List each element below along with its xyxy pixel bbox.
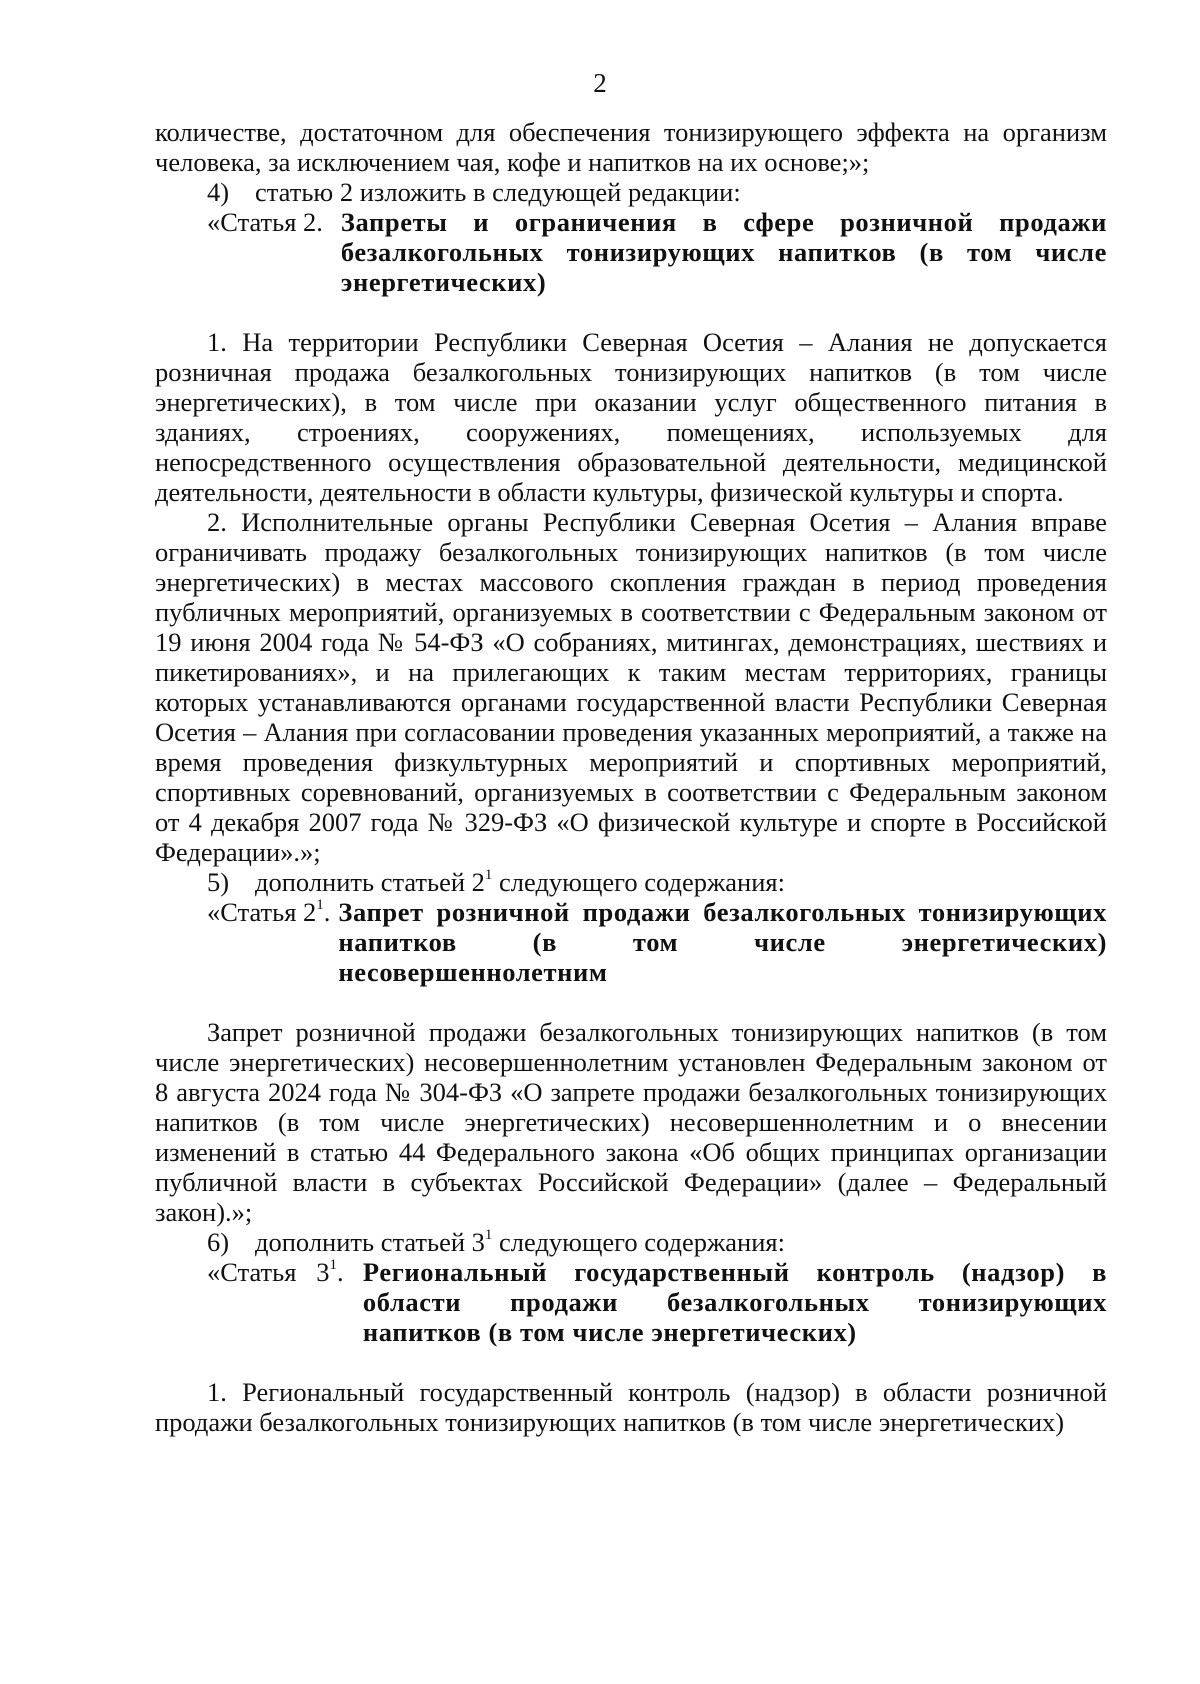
article-title: Запреты и ограничения в сфере розничной продажи безалкогольных тонизирующих напитков (в том числе энергетических) bbox=[340, 207, 1107, 297]
list-item-text-end: следующего содержания: bbox=[492, 867, 785, 897]
superscript: 1 bbox=[329, 1257, 338, 1274]
article-3-1-paragraph-1: 1. Региональный государственный контроль (надзор) в области розничной продажи безалкогольных тонизирующих напитков (в том числе энергетических) bbox=[155, 1377, 1107, 1437]
article-title: Региональный государственный контроль (надзор) в области продажи безалкогольных тонизирующих напитков (в том числе энергетических) bbox=[362, 1257, 1107, 1347]
article-label: «Статья 2. bbox=[207, 207, 323, 237]
list-item-text: дополнить статьей 2 bbox=[255, 867, 485, 897]
article-2-paragraph-2: 2. Исполнительные органы Республики Северная Осетия – Алания вправе ограничивать продажу безалкогольных тонизирующих напитков (в том числе энергетических) в местах массового скопления граждан в период проведения публичных мероприятий, организуемых в соответствии с Федеральным законом от 19 июня 2004 года № 54-ФЗ «О собраниях, митингах, демонстрациях, шествиях и пикетированиях», и на прилегающих к таким местам территориях, границы которых устанавливаются органами государственной власти Республики Северная Осетия – Алания при согласовании проведения указанных мероприятий, а также на время проведения физкультурных мероприятий и спортивных мероприятий, спортивных соревнований, организуемых в соответствии с Федеральным законом от 4 декабря 2007 года № 329-ФЗ «О физической культуре и спорте в Российской Федерации».»; bbox=[155, 507, 1107, 867]
article-3-1-heading bbox=[155, 1257, 1107, 1347]
intro-paragraph: количестве, достаточном для обеспечения тонизирующего эффекта на организм человека, за исключением чая, кофе и напитков на их основе;»; bbox=[155, 117, 1107, 177]
list-item-4 bbox=[155, 177, 1107, 207]
list-item-text: дополнить статьей 3 bbox=[255, 1227, 485, 1257]
article-label-text: «Статья 2 bbox=[207, 897, 317, 927]
page-number: 2 bbox=[593, 68, 607, 98]
superscript: 1 bbox=[484, 867, 493, 884]
article-2-paragraph-1: 1. На территории Республики Северная Осетия – Алания не допускается розничная продажа безалкогольных тонизирующих напитков (в том числе энергетических), в том числе при оказании услуг общественного питания в зданиях, строениях, сооружениях, помещениях, используемых для непосредственного осуществления образовательной деятельности, медицинской деятельности, деятельности в области культуры, физической культуры и спорта. bbox=[155, 327, 1107, 507]
article-title: Запрет розничной продажи безалкогольных тонизирующих напитков (в том числе энергетических) несовершеннолетним bbox=[338, 897, 1107, 987]
list-item-text-end: следующего содержания: bbox=[492, 1227, 785, 1257]
superscript: 1 bbox=[316, 897, 324, 914]
article-label-end: . bbox=[323, 897, 331, 927]
article-label-end: . bbox=[337, 1257, 357, 1287]
list-item-5 bbox=[155, 867, 1107, 897]
article-2-1-paragraph: Запрет розничной продажи безалкогольных тонизирующих напитков (в том числе энергетических) несовершеннолетним установлен Федеральным законом от 8 августа 2024 года № 304-ФЗ «О запрете продажи безалкогольных тонизирующих напитков (в том числе энергетических) несовершеннолетним и о внесении изменений в статью 44 Федерального закона «Об общих принципах организации публичной власти в субъектах Российской Федерации» (далее – Федеральный закон).»; bbox=[155, 1017, 1107, 1227]
list-item-number: 6) bbox=[207, 1227, 230, 1257]
list-item-text: статью 2 изложить в следующей редакции: bbox=[255, 177, 741, 207]
document-body bbox=[155, 117, 1107, 1437]
superscript: 1 bbox=[484, 1227, 493, 1244]
article-2-1-heading bbox=[155, 897, 1107, 987]
article-2-heading bbox=[155, 207, 1107, 297]
list-item-number: 4) bbox=[207, 177, 230, 207]
article-label bbox=[155, 1257, 357, 1347]
list-item-number: 5) bbox=[207, 867, 230, 897]
list-item-6 bbox=[155, 1227, 1107, 1257]
article-label-text: «Статья 3 bbox=[207, 1257, 330, 1287]
article-label bbox=[155, 897, 330, 987]
